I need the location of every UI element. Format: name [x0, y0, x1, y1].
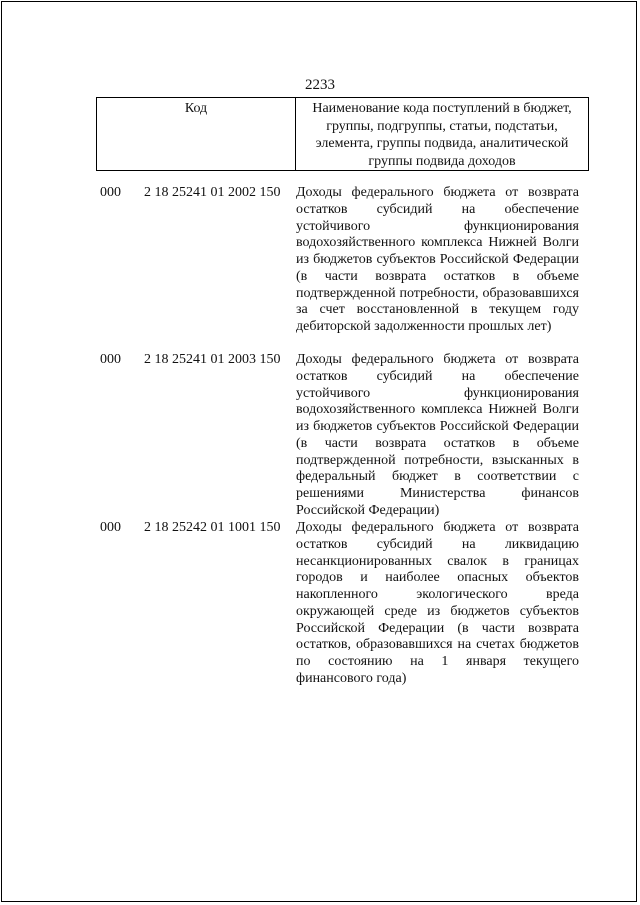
header-code-cell: Код: [97, 98, 296, 171]
header-name-cell: Наименование кода поступлений в бюджет, группы, подгруппы, статьи, подстатьи, элемента, группы подвида, аналитической группы подвида доходов: [296, 98, 589, 171]
header-table: [96, 97, 589, 171]
header-row: [97, 98, 589, 171]
list-item: [100, 520, 590, 688]
income-name: Доходы федерального бюджета от возврата остатков субсидий на ликвидацию несанкционированных свалок в границах городов и наиболее опасных объектов накопленного экологического вреда окружающей среде из бюджетов субъектов Российской Федерации (в части возврата остатков, образовавшихся на счетах бюджетов по состоянию на 1 января текущего финансового года): [296, 520, 579, 686]
income-code: 2 18 25241 01 2002 150: [144, 185, 281, 200]
income-code-list: [100, 185, 590, 688]
admin-code: 000: [100, 520, 121, 535]
page-number: 2233: [305, 77, 335, 93]
admin-code: 000: [100, 185, 121, 200]
income-name: Доходы федерального бюджета от возврата остатков субсидий на обеспечение устойчивого функционирования водохозяйственного комплекса Нижней Волги из бюджетов субъектов Российской Федерации (в части возврата остатков в объеме подтвержденной потребности, образовавшихся за счет восстановленной в текущем году дебиторской задолженности прошлых лет): [296, 185, 579, 334]
income-code: 2 18 25241 01 2003 150: [144, 352, 281, 367]
income-code: 2 18 25242 01 1001 150: [144, 520, 281, 535]
list-item: [100, 352, 590, 520]
admin-code: 000: [100, 352, 121, 367]
income-name: Доходы федерального бюджета от возврата остатков субсидий на обеспечение устойчивого функционирования водохозяйственного комплекса Нижней Волги из бюджетов субъектов Российской Федерации (в части возврата остатков в объеме подтвержденной потребности, взысканных в федеральный бюджет в соответствии с решениями Министерства финансов Российской Федерации): [296, 352, 579, 518]
list-item: [100, 185, 590, 352]
